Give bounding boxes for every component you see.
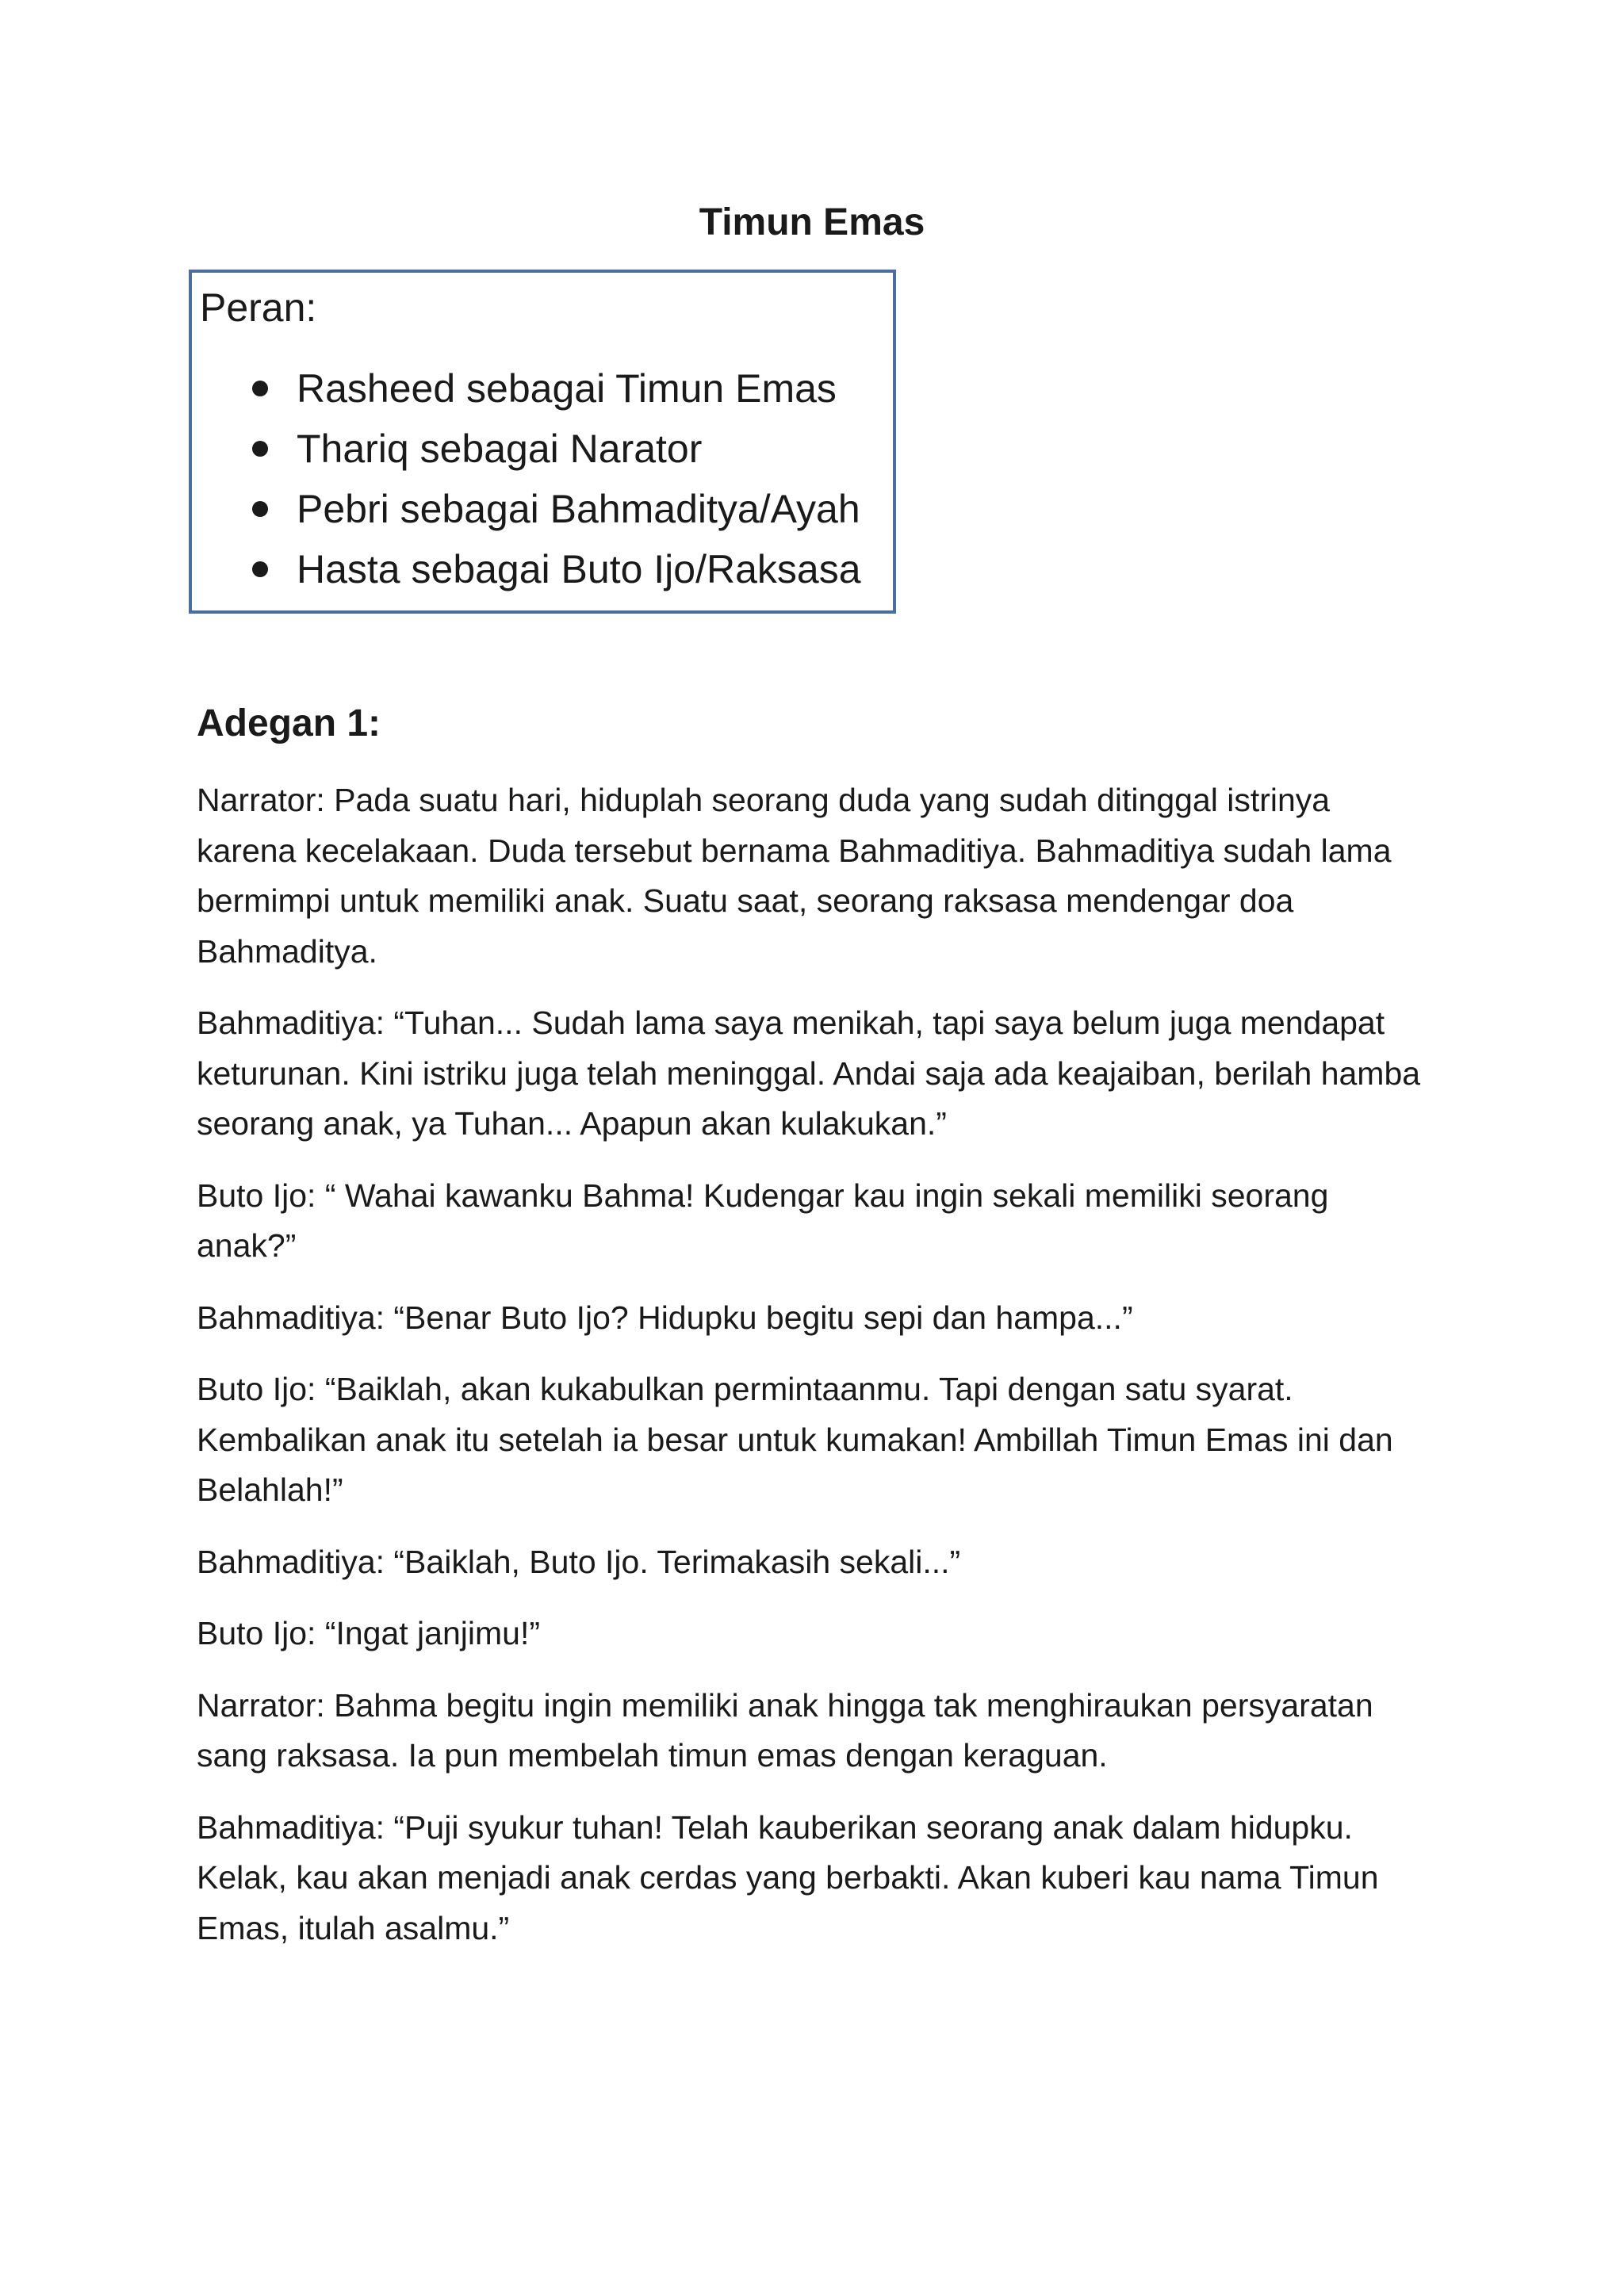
dialogue-paragraph: Bahmaditiya: “Benar Buto Ijo? Hidupku begitu sepi dan hampa...”: [197, 1299, 1133, 1336]
dialogue-paragraph: Buto Ijo: “ Wahai kawanku Bahma! Kudengar kau ingin sekali memiliki seorang anak?”: [197, 1177, 1329, 1264]
bullet-icon: [252, 501, 268, 517]
dialogue-paragraph: Narrator: Pada suatu hari, hiduplah seorang duda yang sudah ditinggal istrinya karena kecelakaan. Duda tersebut bernama Bahmaditiya. Bahmaditiya sudah lama bermimpi untuk memiliki anak. Suatu saat, seorang raksasa mendengar doa Bahmaditya.: [197, 782, 1392, 970]
roles-box: [189, 270, 896, 614]
dialogue-paragraph: Bahmaditiya: “Baiklah, Buto Ijo. Terimakasih sekali...”: [197, 1543, 961, 1580]
dialogue-paragraph: Narrator: Bahma begitu ingin memiliki anak hingga tak menghiraukan persyaratan sang raksasa. Ia pun membelah timun emas dengan keraguan.: [197, 1686, 1373, 1774]
role-item: [192, 539, 861, 599]
role-item: [192, 419, 861, 479]
scene-content: [197, 775, 1434, 1975]
bullet-icon: [252, 381, 268, 396]
role-item-text: Hasta sebagai Buto Ijo/Raksasa: [297, 547, 861, 591]
role-item: [192, 358, 861, 419]
dialogue-paragraph: Bahmaditiya: “Puji syukur tuhan! Telah kauberikan seorang anak dalam hidupku. Kelak, kau akan menjadi anak cerdas yang berbakti. Akan kuberi kau nama Timun Emas, itulah asalmu.”: [197, 1808, 1379, 1946]
document-title: Timun Emas: [699, 201, 925, 243]
role-item: [192, 479, 861, 539]
bullet-icon: [252, 561, 268, 577]
dialogue-paragraph: Buto Ijo: “Ingat janjimu!”: [197, 1615, 540, 1651]
dialogue-paragraph: Bahmaditiya: “Tuhan... Sudah lama saya menikah, tapi saya belum juga mendapat keturunan. Kini istriku juga telah meninggal. Andai saja ada keajaiban, berilah hamba seorang anak, ya Tuhan... Apapun akan kulakukan.”: [197, 1004, 1421, 1142]
bullet-icon: [252, 441, 268, 457]
role-item-text: Rasheed sebagai Timun Emas: [297, 366, 837, 411]
role-item-text: Thariq sebagai Narator: [297, 427, 703, 471]
role-item-text: Pebri sebagai Bahmaditya/Ayah: [297, 487, 860, 531]
scene-heading: Adegan 1:: [197, 702, 381, 744]
roles-list: [192, 358, 861, 599]
roles-label: Peran:: [200, 285, 317, 330]
dialogue-paragraph: Buto Ijo: “Baiklah, akan kukabulkan permintaanmu. Tapi dengan satu syarat. Kembalikan anak itu setelah ia besar untuk kumakan! Ambillah Timun Emas ini dan Belahlah!”: [197, 1371, 1393, 1508]
